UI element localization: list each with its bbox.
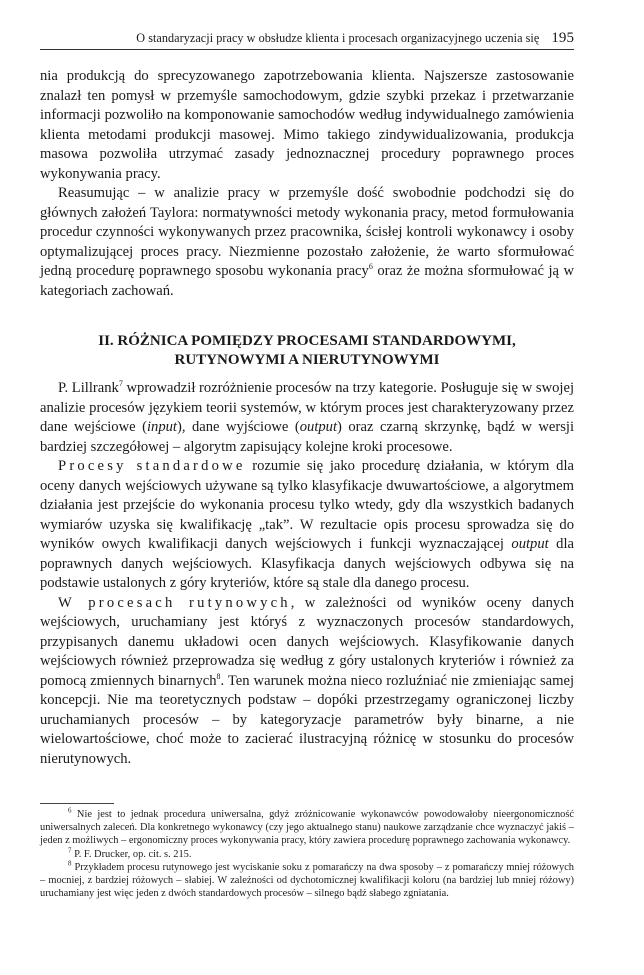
footnote-divider (40, 803, 114, 804)
body-text-section (40, 379, 574, 769)
footnote-ref[interactable]: 8 (216, 671, 221, 681)
body-text-top (40, 67, 574, 301)
paragraph: Reasumując – w analizie pracy w przemyśle dość swobodnie podchodzi się do głównych założeń Taylora: normatywności metody wykonania pracy, metod formułowania procedur czynności wykonywanych przez pracownika, ścisłej kontroli wykonawcy i osoby optymalizującej proces pracy. Niezmienne pozostało założenie, że warto sformułować jedną procedurę poprawnego sposobu wykonania pracy$^6$ oraz że można sformułować ją w kategoriach zachowań. (40, 185, 574, 299)
paragraph: Procesy standardowe rozumie się jako procedurę działania, w którym dla oceny danych wejściowych używane są tylko klasyfikacje dwuwartościowe, a algorytmem działania jest przejście do wykonania procesu tylko wtedy, gdy dla wszystkich badanych wymiarów uzyska się kwalifikację „tak”. W rezultacie opis procesu sprowadza się do wyników owych kwalifikacji danych wejściowych i funkcji wyznaczającej output dla poprawnych danych wejściowych. Klasyfikacja danych wejściowych odbywa się na podstawie ustalonych z góry kryteriów, które są stale dla danego procesu. (40, 458, 574, 591)
paragraph: nia produkcją do sprecyzowanego zapotrzebowania klienta. Najszersze zastosowanie znalazł ten pomysł w przemyśle samochodowym, gdzie szybki przekaz i przetwarzanie informacji pozwoliło na komponowanie samochodów według indywidualnego zamówienia klienta metodami produkcji masowej. Mimo takiego zindywidualizowania, produkcja masowa pozwoliła utrzymać zasady jednoznacznej procedury poprawnego proces wykonywania pracy. (40, 68, 574, 182)
footnote: $^7$ P. F. Drucker, op. cit. s. 215. (68, 846, 192, 860)
spaced-term: W procesach rutynowych (58, 594, 291, 611)
footnotes (40, 808, 574, 900)
running-header (40, 28, 574, 50)
paragraph: P. Lillrank$^7$ wprowadził rozróżnienie procesów na trzy kategorie. Posługuje się w swojej analizie procesów językiem teorii systemów, w którym proces jest charakteryzowany przez dane wejściowe (input), dane wyjściowe (output) oraz czarną skrzynkę, bądź w wersji bardziej szczegółowej – algorytm zapisujący kolejne kroki procesowe. (40, 379, 575, 455)
spaced-term: Procesy standardowe (58, 458, 246, 474)
running-title: O standaryzacji pracy w obsłudze klienta i procesach organizacyjnego uczenia się (136, 31, 540, 45)
footnote: $^6$ Nie jest to jednak procedura uniwersalna, gdyż zróżnicowanie wykonawców powodowałoby nieergonomiczność uniwersalnych zaleceń. Dla konkretnego wykonawcy (czy jego aktualnego stanu) naukowe zarządzanie chce wyznaczyć jakiś – jeden z możliwych – ergonomiczny proces wykonywania pracy, który zawiera procedurę poprawnego zachowania wykonawcy. (40, 806, 574, 847)
section-heading: II. RÓŻNICA POMIĘDZY PROCESAMI STANDARDOWYMI, RUTYNOWYMI A NIERUTYNOWYMI (98, 333, 516, 368)
page-number: 195 (551, 30, 574, 46)
footnote-ref[interactable]: 7 (118, 379, 123, 389)
footnote: $^8$ Przykładem procesu rutynowego jest wyciskanie soku z pomarańczy na dwa sposoby – z pomarańczy mniej różowych – mocniej, z bardziej różowych – słabiej. W zależności od dychotomicznej kwalifikacji koloru (na bardziej lub mniej różowy) uruchamiany jest więc jeden z dwóch standardowych procesów – silnego bądź słabego zgniatania. (40, 859, 574, 900)
paragraph: W procesach rutynowych, w zależności od wyników oceny danych wejściowych, uruchamiany jest któryś z wyznaczonych procesów standardowych, przypisanych danemu układowi ocen danych wejściowych. Klasyfikowanie danych wejściowych również przeprowadza się według z góry ustalonych kryteriów i również za pomocą zmiennych binarnych$^8$. Ten warunek można nieco rozluźniać nie zmieniając samej koncepcji. Nie ma teoretycznych podstaw – dopóki przestrzegamy ograniczonej liczby uruchamianych procesów – by kategoryzacje parametrów były binarne, a nie wielowartościowe, choć może to zacierać ilustracyjną różnicę w stosunku do procesów nierutynowych. (40, 594, 575, 767)
footnote-ref[interactable]: 6 (368, 262, 373, 272)
